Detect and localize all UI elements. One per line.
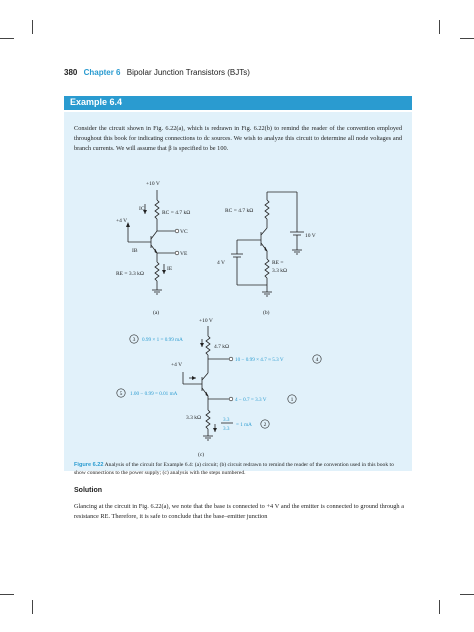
example-intro: Consider the circuit shown in Fig. 6.22(a), which is redrawn in Fig. 6.22(b) to remind the reader of the convention employed throughout this book for indicating connections to dc sources. We wish to analyze this circuit to determine all node voltages and branch currents. We will assume that β is specified to be 100.: [74, 125, 402, 152]
fig-a-rc: RC = 4.7 kΩ: [162, 210, 191, 216]
fig-b-re-val: 3.3 kΩ: [272, 268, 288, 274]
chapter-label: Chapter 6: [83, 68, 121, 77]
step-marker-1: 1: [290, 397, 294, 403]
fig-c-vplus: +10 V: [199, 318, 213, 324]
fig-c-label: (c): [198, 452, 205, 458]
example-title: Example 6.4: [70, 97, 123, 107]
fig-a-re: RE = 3.3 kΩ: [116, 271, 144, 277]
fig-b-vsrc: 10 V: [305, 233, 316, 239]
arrow-icon: [192, 376, 196, 380]
fig-b-label: (b): [263, 310, 270, 316]
fig-a-vc: VC: [180, 229, 188, 235]
fig-b-vbase: 4 V: [217, 260, 225, 266]
step-4-text: 10 − 0.99 × 4.7 ≈ 5.3 V: [235, 357, 284, 363]
arrow-icon: [162, 270, 166, 274]
figure-caption: [74, 461, 404, 477]
fig-a-label: (a): [153, 310, 160, 316]
step-3-text: 0.99 × 1 = 0.99 mA: [142, 337, 183, 343]
fig-a-ib-label: IB: [132, 248, 138, 254]
caption-text: Analysis of the circuit for Example 6.4: (a) circuit; (b) circuit redrawn to remind the reader of the convention used in this book to show connections to the power supply; (c) analysis with the steps numbered.: [74, 462, 394, 476]
fig-b-re-name: RE =: [272, 260, 284, 266]
fig-a-vplus: +10 V: [146, 181, 160, 187]
step-2-num: 3.3: [223, 417, 230, 423]
fig-b-rc: RC = 4.7 kΩ: [225, 208, 254, 214]
solution-heading: Solution: [74, 487, 102, 494]
step-marker-3: 3: [132, 337, 136, 343]
fig-a-ie-label: IE: [167, 266, 173, 272]
step-2-den: 3.3: [223, 426, 230, 432]
chapter-title: Bipolar Junction Transistors (BJTs): [126, 68, 250, 77]
fig-c-re: 3.3 kΩ: [186, 415, 202, 421]
step-marker-4: 4: [315, 357, 319, 363]
step-5-text: 1.00 − 0.99 = 0.01 mA: [130, 391, 178, 397]
fig-c-vbase: +4 V: [171, 362, 183, 368]
fig-a-vbase: +4 V: [116, 218, 128, 224]
step-1-text: 4 − 0.7 = 3.3 V: [235, 397, 267, 403]
caption-label: Figure 6.22: [74, 462, 104, 468]
arrow-icon: [213, 428, 217, 432]
fig-a-ve: VE: [180, 251, 188, 257]
step-2-result: = 1 mA: [236, 422, 252, 428]
arrow-icon: [200, 343, 204, 347]
solution-text: Glancing at the circuit in Fig. 6.22(a), we note that the base is connected to +4 V and the emitter is connected to ground through a resistance RE. Therefore, it is safe to conclude that the base–emitter junction: [74, 503, 404, 520]
node-vc-terminal: [175, 229, 179, 233]
fig-c-rc: 4.7 kΩ: [214, 344, 230, 350]
step-marker-5: 5: [119, 391, 123, 397]
figure-a: [128, 190, 175, 294]
page-number: 380: [64, 68, 78, 77]
fig-a-ic-label: IC: [139, 206, 145, 212]
node-ve-terminal: [175, 251, 179, 255]
step-marker-2: 2: [263, 422, 267, 428]
